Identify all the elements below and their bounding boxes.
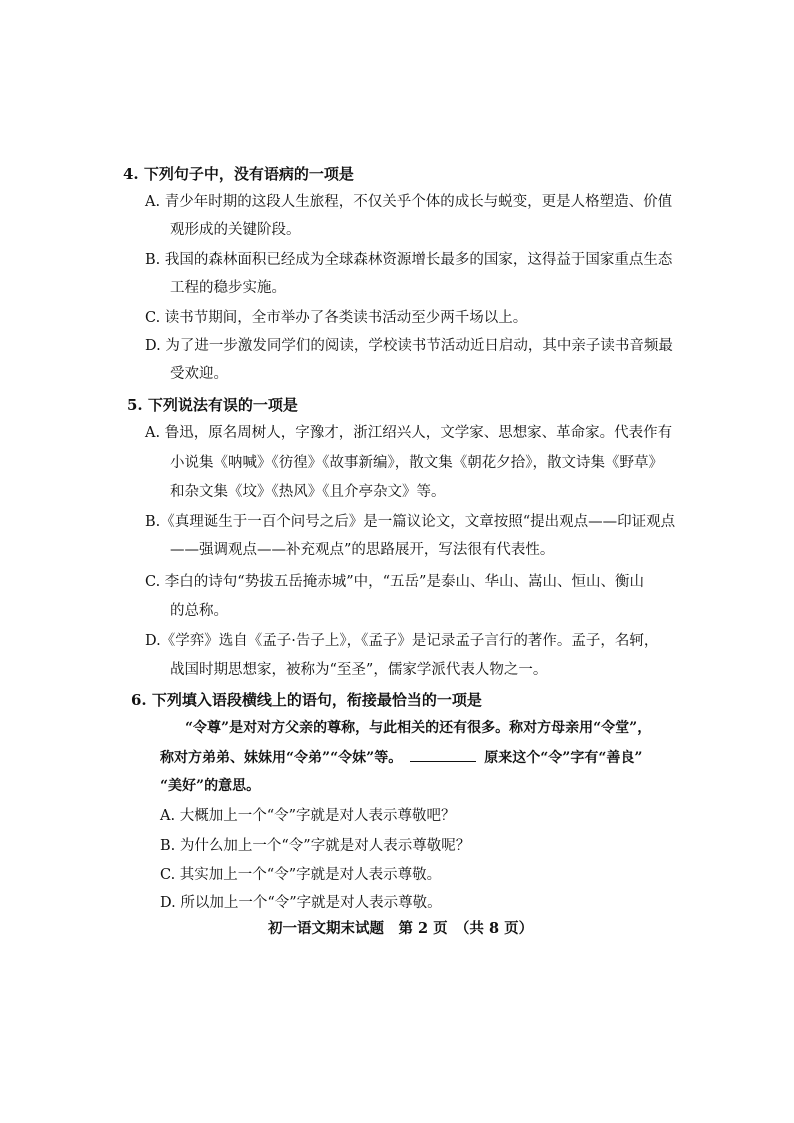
question-6-option-d: D. 所以加上一个“令”字就是对人表示尊敬。	[160, 895, 442, 911]
question-4-option-c: C. 读书节期间，全市举办了各类读书活动至少两千场以上。	[145, 310, 528, 326]
question-5-option-c-line-1: C. 李白的诗句“势拔五岳掩赤城”中，“五岳”是泰山、华山、嵩山、恒山、衡山	[145, 574, 644, 590]
passage-line-2-start: 称对方弟弟、妹妹用“令弟”“令妹”等。	[160, 750, 403, 766]
question-4-option-b-line-1: B. 我国的森林面积已经成为全球森林资源增长最多的国家，这得益于国家重点生态	[145, 252, 673, 268]
question-5-option-d-line-2: 战国时期思想家，被称为“至圣”，儒家学派代表人物之一。	[170, 662, 548, 678]
question-6-option-b: B. 为什么加上一个“令”字就是对人表示尊敬呢？	[160, 838, 471, 854]
question-4-option-a-line-2: 观形成的关键阶段。	[170, 222, 301, 238]
passage-line-3: “美好”的意思。	[160, 778, 261, 794]
question-5-option-d-line-1: D.《学弈》选自《孟子·告子上》，《孟子》是记录孟子言行的著作。孟子，名轲，	[145, 633, 659, 649]
question-4-option-d-line-2: 受欢迎。	[170, 366, 228, 382]
question-6-option-a: A. 大概加上一个“令”字就是对人表示尊敬吧？	[160, 808, 456, 824]
question-6-stem: 6. 下列填入语段横线上的语句，衔接最恰当的一项是	[131, 691, 482, 709]
passage-line-2	[160, 747, 642, 768]
question-4-option-d-line-1: D. 为了进一步激发同学们的阅读，学校读书节活动近日启动，其中亲子读书音频最	[145, 338, 673, 354]
passage-line-1: “令尊”是对对方父亲的尊称，与此相关的还有很多。称对方母亲用“令堂”，	[185, 720, 652, 736]
question-5-option-b-line-2: ——强调观点——补充观点”的思路展开，写法很有代表性。	[170, 542, 555, 558]
question-5-option-a-line-2: 小说集《呐喊》《彷徨》《故事新编》，散文集《朝花夕拾》，散文诗集《野草》	[170, 455, 663, 471]
question-5-option-b-line-1: B.《真理诞生于一百个问号之后》是一篇议论文，文章按照“提出观点——印证观点	[145, 514, 676, 530]
page-footer: 初一语文期末试题 第 2 页 （共 8 页）	[268, 920, 534, 937]
question-6-option-c: C. 其实加上一个“令”字就是对人表示尊敬。	[160, 867, 442, 883]
question-4-option-b-line-2: 工程的稳步实施。	[170, 280, 286, 296]
question-4-option-a-line-1: A. 青少年时期的这段人生旅程，不仅关乎个体的成长与蜕变，更是人格塑造、价值	[145, 194, 673, 210]
question-4-stem: 4. 下列句子中，没有语病的一项是	[123, 165, 354, 183]
question-5-option-c-line-2: 的总称。	[170, 603, 228, 619]
question-5-stem: 5. 下列说法有误的一项是	[127, 396, 298, 414]
passage-line-2-end: 原来这个“令”字有“善良”	[484, 750, 643, 766]
answer-blank	[410, 747, 476, 762]
question-5-option-a-line-3: 和杂文集《坟》《热风》《且介亭杂文》等。	[170, 484, 446, 500]
question-5-option-a-line-1: A. 鲁迅，原名周树人，字豫才，浙江绍兴人，文学家、思想家、革命家。代表作有	[145, 425, 673, 441]
